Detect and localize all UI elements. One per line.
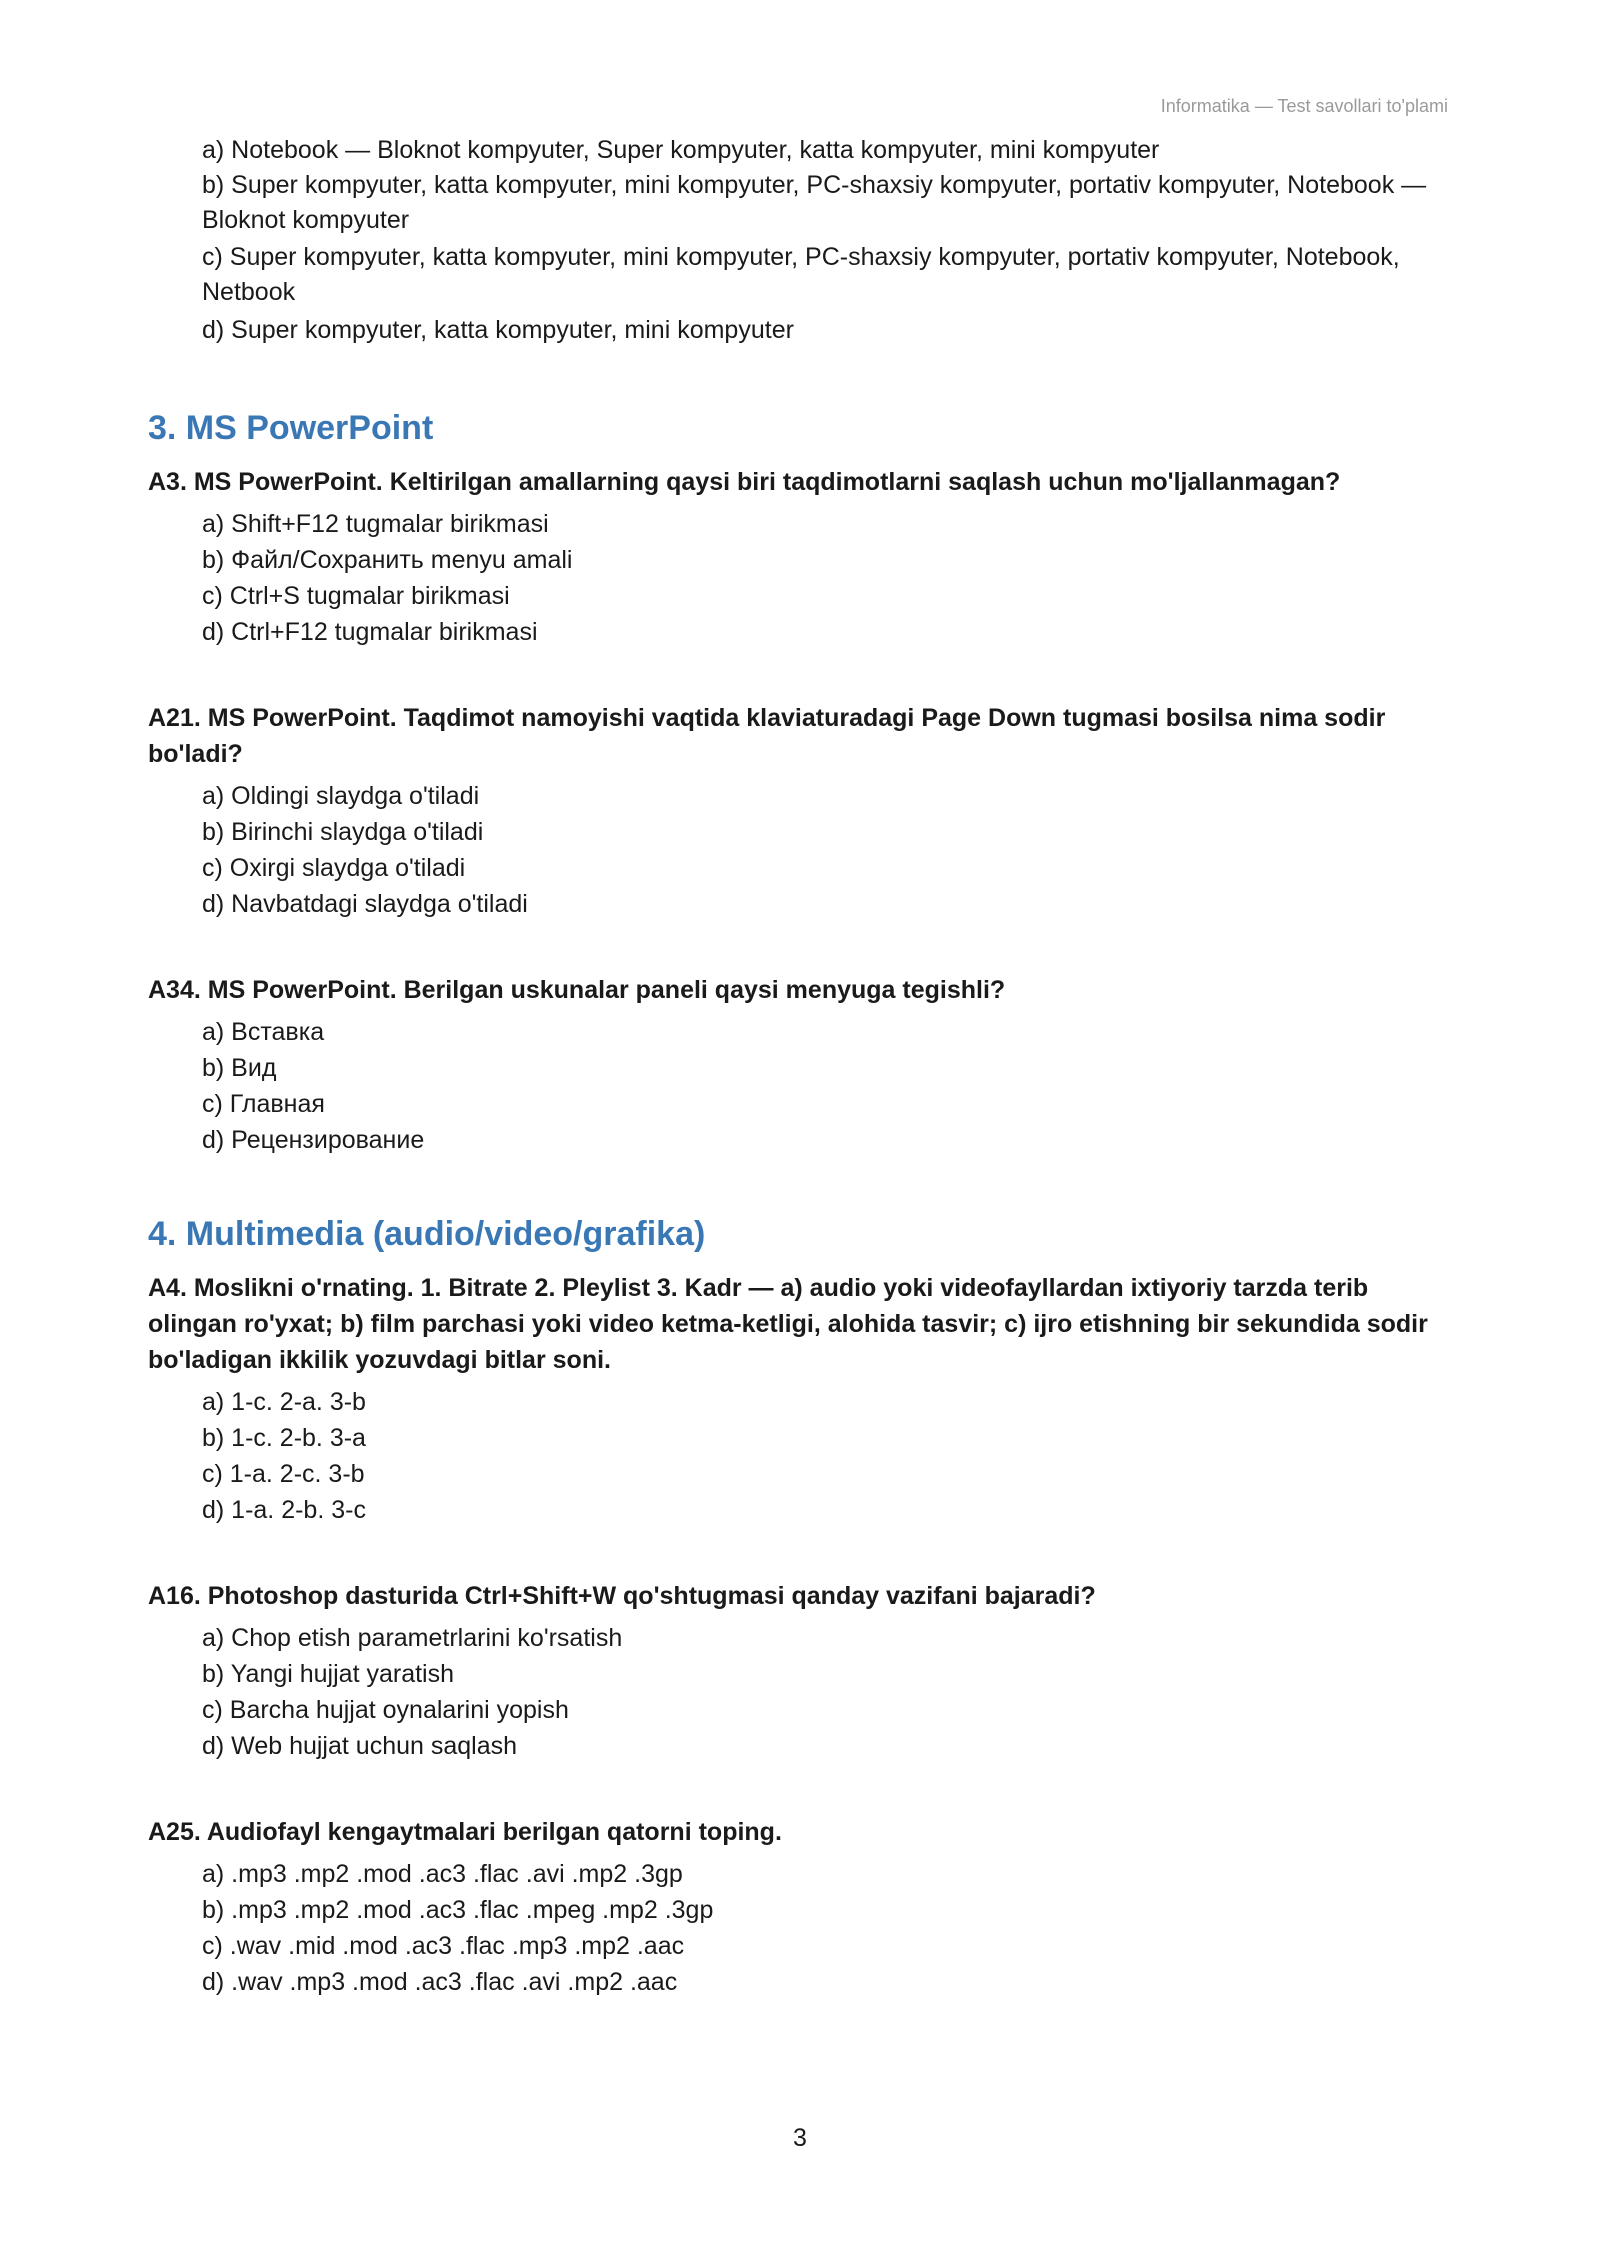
previous-question-options — [202, 132, 1448, 348]
question-block — [148, 464, 1448, 650]
option-item: a) Oldingi slaydga o'tiladi — [202, 782, 480, 810]
option-list — [202, 506, 1448, 650]
option-item: b) Вид — [202, 1054, 277, 1082]
option-item: a) Chop etish parametrlarini ko'rsatish — [202, 1624, 623, 1652]
option-item: c) .wav .mid .mod .ac3 .flac .mp3 .mp2 .aac — [202, 1932, 685, 1960]
option-list — [202, 1620, 1448, 1764]
question-block — [148, 972, 1448, 1158]
option-item: c) Ctrl+S tugmalar birikmasi — [202, 582, 510, 610]
question-text: A3. MS PowerPoint. Keltirilgan amallarning qaysi biri taqdimotlarni saqlash uchun mo'ljallanmagan? — [148, 468, 1341, 496]
question-block — [148, 1814, 1448, 2000]
question-text: A25. Audiofayl kengaytmalari berilgan qatorni toping. — [148, 1818, 782, 1846]
option-item: b) Файл/Сохранить menyu amali — [202, 546, 573, 574]
question-text: A21. MS PowerPoint. Taqdimot namoyishi vaqtida klaviaturadagi Page Down tugmasi bosilsa nima sodir bo'ladi? — [148, 704, 1386, 768]
option-item: d) Navbatdagi slaydga o'tiladi — [202, 890, 528, 918]
option-item: c) 1-a. 2-c. 3-b — [202, 1460, 365, 1488]
question-text: A4. Moslikni o'rnating. 1. Bitrate 2. Pleylist 3. Kadr — a) audio yoki videofayllardan ixtiyoriy tarzda terib olingan ro'yxat; b) film parchasi yoki video ketma-ketligi, alohida tasvir; c) ijro etishning bir sekundida sodir bo'ladigan ikkilik yozuvdagi bitlar soni. — [148, 1274, 1428, 1374]
option-list — [202, 1384, 1448, 1528]
question-text: A16. Photoshop dasturida Ctrl+Shift+W qo'shtugmasi qanday vazifani bajaradi? — [148, 1582, 1096, 1610]
option-item: b) Birinchi slaydga o'tiladi — [202, 818, 484, 846]
question-block — [148, 700, 1448, 922]
option-item: a) 1-c. 2-a. 3-b — [202, 1388, 366, 1416]
option-item: d) 1-a. 2-b. 3-c — [202, 1496, 366, 1524]
option-list — [202, 778, 1448, 922]
option-list — [202, 1014, 1448, 1158]
running-header: Informatika — Test savollari to'plami — [1160, 96, 1448, 116]
question-block — [148, 1578, 1448, 1764]
option-list — [202, 1856, 1448, 2000]
option-item: a) Notebook — Bloknot kompyuter, Super kompyuter, katta kompyuter, mini kompyuter — [202, 136, 1160, 164]
section-heading: 3. MS PowerPoint — [148, 409, 434, 447]
option-item: c) Oxirgi slaydga o'tiladi — [202, 854, 466, 882]
option-item: c) Super kompyuter, katta kompyuter, mini kompyuter, PC-shaxsiy kompyuter, portativ kompyuter, Notebook, Netbook — [202, 243, 1400, 306]
page-content — [148, 132, 1448, 2000]
option-item: b) Yangi hujjat yaratish — [202, 1660, 455, 1688]
option-item: d) Super kompyuter, katta kompyuter, mini kompyuter — [202, 316, 794, 344]
option-item: d) .wav .mp3 .mod .ac3 .flac .avi .mp2 .aac — [202, 1968, 678, 1996]
section-heading: 4. Multimedia (audio/video/grafika) — [148, 1215, 706, 1253]
option-item: b) Super kompyuter, katta kompyuter, mini kompyuter, PC-shaxsiy kompyuter, portativ kompyuter, Notebook — Bloknot kompyuter — [202, 171, 1427, 234]
option-item: d) Web hujjat uchun saqlash — [202, 1732, 518, 1760]
option-item: a) .mp3 .mp2 .mod .ac3 .flac .avi .mp2 .3gp — [202, 1860, 683, 1888]
page-number: 3 — [793, 2124, 807, 2152]
option-item: b) 1-c. 2-b. 3-a — [202, 1424, 366, 1452]
option-item: c) Barcha hujjat oynalarini yopish — [202, 1696, 569, 1724]
option-item: d) Рецензирование — [202, 1126, 425, 1154]
option-item: b) .mp3 .mp2 .mod .ac3 .flac .mpeg .mp2 .3gp — [202, 1896, 714, 1924]
option-item: c) Главная — [202, 1090, 325, 1118]
option-item: a) Вставка — [202, 1018, 325, 1046]
option-item: a) Shift+F12 tugmalar birikmasi — [202, 510, 549, 538]
option-item: d) Ctrl+F12 tugmalar birikmasi — [202, 618, 538, 646]
question-text: A34. MS PowerPoint. Berilgan uskunalar paneli qaysi menyuga tegishli? — [148, 976, 1006, 1004]
question-block — [148, 1270, 1448, 1528]
